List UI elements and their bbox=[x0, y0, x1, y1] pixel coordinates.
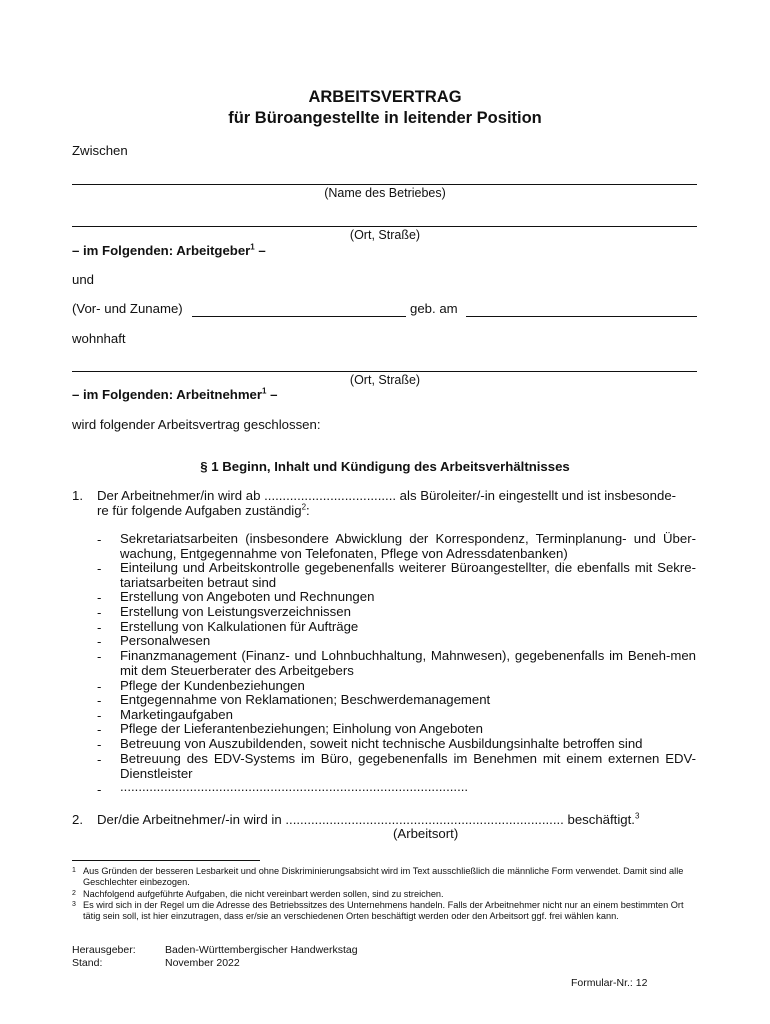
publisher-label: Herausgeber: bbox=[72, 944, 136, 956]
list-bullet: - bbox=[97, 737, 102, 752]
footnote-ref-2: 2 bbox=[301, 502, 307, 512]
list-item: Erstellung von Angeboten und Rechnungen bbox=[120, 589, 375, 604]
employee-name-line[interactable] bbox=[192, 316, 406, 317]
list-item: Pflege der Lieferantenbeziehungen; Einholung von Angeboten bbox=[120, 721, 483, 736]
employee-name-label: (Vor- und Zuname) bbox=[72, 301, 183, 316]
list-bullet: - bbox=[97, 605, 102, 620]
status-value: November 2022 bbox=[165, 957, 240, 969]
footnote-ref-3: 3 bbox=[634, 811, 640, 821]
list-bullet: - bbox=[97, 752, 102, 767]
item1-number: 1. bbox=[72, 488, 83, 503]
work-location-caption: (Arbeitsort) bbox=[393, 826, 459, 841]
birthdate-line[interactable] bbox=[466, 316, 697, 317]
list-item: Finanzmanagement (Finanz- und Lohnbuchhaltung, Mahnwesen), gegebenenfalls im Beneh-men mit dem Steuerberater des Arbeitgebers bbox=[120, 648, 696, 678]
employee-role-label: – im Folgenden: Arbeitnehmer$^1$ – bbox=[72, 386, 278, 402]
publisher-value: Baden-Württembergischer Handwerkstag bbox=[165, 944, 358, 956]
birthdate-label: geb. am bbox=[410, 301, 458, 316]
list-item: Erstellung von Leistungsverzeichnissen bbox=[120, 604, 351, 619]
item1-line2: re für folgende Aufgaben zuständig$^2$: bbox=[97, 502, 310, 518]
status-label: Stand: bbox=[72, 957, 103, 969]
list-item: Betreuung von Auszubildenden, soweit nicht technische Ausbildungsinhalte betroffen sind bbox=[120, 736, 643, 751]
list-bullet: - bbox=[97, 679, 102, 694]
list-bullet: - bbox=[97, 620, 102, 635]
list-item: Pflege der Kundenbeziehungen bbox=[120, 678, 305, 693]
section1-heading: § 1 Beginn, Inhalt und Kündigung des Arbeitsverhältnisses bbox=[200, 459, 570, 474]
footnote-ref-1: 1 bbox=[250, 242, 255, 252]
list-item: Marketingaufgaben bbox=[120, 707, 233, 722]
employer-name-caption: (Name des Betriebes) bbox=[324, 186, 446, 200]
employee-address-caption: (Ort, Straße) bbox=[349, 373, 421, 387]
list-item-blank[interactable]: ............................................................................................... bbox=[120, 780, 469, 794]
item2-number: 2. bbox=[72, 812, 83, 827]
list-bullet: - bbox=[97, 649, 102, 664]
employee-address-line[interactable] bbox=[72, 371, 697, 372]
footnote-2: 2 Nachfolgend aufgeführte Aufgaben, die nicht vereinbart werden sollen, sind zu streichen. bbox=[72, 889, 444, 899]
document-subtitle: für Büroangestellte in leitender Position bbox=[228, 109, 542, 127]
list-item: Betreuung des EDV-Systems im Büro, gegebenenfalls im Benehmen mit einem externen EDV-Dienstleister bbox=[120, 751, 696, 781]
footnote-1: 1 Aus Gründen der besseren Lesbarkeit und ohne Diskriminierungsabsicht wird im Text ausschließlich die männliche Form verwendet. Damit sind alle Geschlechter einbezogen. bbox=[72, 866, 684, 888]
list-bullet: - bbox=[97, 590, 102, 605]
list-item: Entgegennahme von Reklamationen; Beschwerdemanagement bbox=[120, 692, 491, 707]
document-title: ARBEITSVERTRAG bbox=[308, 88, 462, 106]
resident-label: wohnhaft bbox=[72, 331, 126, 346]
list-bullet: - bbox=[97, 693, 102, 708]
item1-line1: Der Arbeitnehmer/in wird ab .................................... als Büroleiter/-in eingestellt und ist insbesonde- bbox=[97, 488, 677, 503]
and-label: und bbox=[72, 272, 95, 287]
between-label: Zwischen bbox=[72, 143, 128, 158]
list-bullet: - bbox=[97, 634, 102, 649]
list-item: Personalwesen bbox=[120, 633, 211, 648]
employer-address-caption: (Ort, Straße) bbox=[349, 228, 421, 242]
list-bullet: - bbox=[97, 722, 102, 737]
footnote-3: 3 Es wird sich in der Regel um die Adresse des Betriebssitzes des Unternehmens handeln. Falls der Arbeitnehmer nicht nur an einem bestimmten Ort tätig sein soll, ist hier einzutragen, dass er/sie an verschiedenen Orten beschäftigt werden oder den Arbeitsort ggf. frei wählen kann. bbox=[72, 900, 684, 922]
list-bullet: - bbox=[97, 561, 102, 576]
list-item: Sekretariatsarbeiten (insbesondere Abwicklung der Korrespondenz, Terminplanung- und Über-wachung, Entgegennahme von Telefonaten, Pflege von Adressdatenbanken) bbox=[120, 531, 696, 561]
employer-name-line[interactable] bbox=[72, 184, 697, 185]
employer-role-label: – im Folgenden: Arbeitgeber$^1$ – bbox=[72, 242, 266, 258]
list-bullet: - bbox=[97, 782, 102, 797]
footnote-separator bbox=[72, 860, 260, 861]
form-number: Formular-Nr.: 12 bbox=[571, 977, 648, 989]
item2-text: Der/die Arbeitnehmer/-in wird in ............................................................................ beschäftigt.$^3$ bbox=[97, 811, 640, 827]
footnote-ref-1b: 1 bbox=[262, 386, 267, 396]
list-item: Erstellung von Kalkulationen für Aufträge bbox=[120, 619, 359, 634]
contract-concluded-text: wird folgender Arbeitsvertrag geschlossen: bbox=[72, 417, 321, 432]
list-bullet: - bbox=[97, 532, 102, 547]
list-bullet: - bbox=[97, 708, 102, 723]
list-item: Einteilung und Arbeitskontrolle gegebenenfalls weiterer Büroangestellter, die ebenfalls mit Sekre-tariatsarbeiten betraut sind bbox=[120, 560, 696, 590]
employer-address-line[interactable] bbox=[72, 226, 697, 227]
